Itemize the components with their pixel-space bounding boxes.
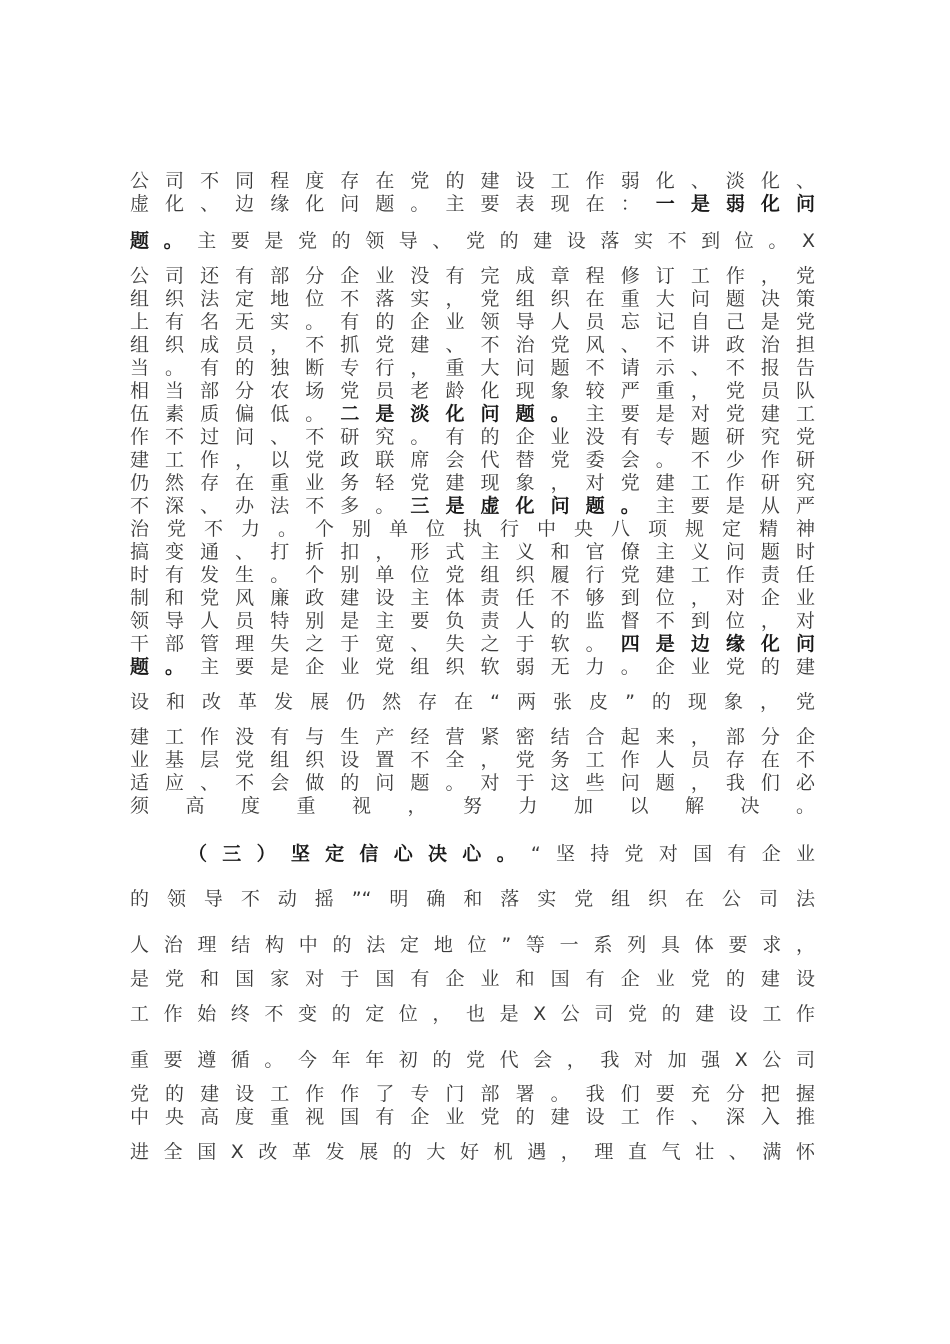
text-line: 的领导不动摇”“明确和落实党组织在公司法	[130, 888, 815, 910]
text-line: 组织成员，不抓党建、不治党风、不讲政治担	[130, 334, 815, 356]
text-line: 组织法定地位不落实，党组织在重大问题决策	[130, 288, 815, 310]
text-line: 重要遵循。今年年初的党代会，我对加强X公司	[130, 1049, 815, 1071]
text-line: 公司还有部分企业没有完成章程修订工作，党	[130, 265, 815, 287]
text-line: 伍素质偏低。二是淡化问题。主要是对党建工	[130, 403, 815, 425]
text-line: 是党和国家对于国有企业和国有企业党的建设	[130, 968, 815, 990]
text-line: 作不过问、不研究。有的企业没有专题研究党	[130, 426, 815, 448]
text-line: 进全国X改革发展的大好机遇，理直气壮、满怀	[130, 1141, 815, 1163]
text-line: 干部管理失之于宽、失之于软。四是边缘化问	[130, 633, 815, 655]
text-line: 上有名无实。有的企业领导人员忘记自己是党	[130, 311, 815, 333]
text-line: 领导人员特别是主要负责人的监督不到位，对	[130, 610, 815, 632]
text-line: 设和改革发展仍然存在“两张皮”的现象，党	[130, 691, 815, 713]
text-line: 业基层党组织设置不全，党务工作人员存在不	[130, 749, 815, 771]
text-line: 公司不同程度存在党的建设工作弱化、淡化、	[130, 170, 815, 192]
text-line: 中央高度重视国有企业党的建设工作、深入推	[130, 1106, 815, 1128]
text-line: 当。有的独断专行，重大问题不请示、不报告	[130, 357, 815, 379]
text-line: 相当部分农场党员老龄化现象较严重，党员队	[130, 380, 815, 402]
text-line: 适应、不会做的问题。对于这些问题，我们必	[130, 772, 815, 794]
text-line: 制和党风廉政建设主体责任不够到位，对企业	[130, 587, 815, 609]
text-line: 题。主要是企业党组织软弱无力。企业党的建	[130, 656, 815, 678]
text-line: 时有发生。个别单位党组织履行党建工作责任	[130, 564, 815, 586]
text-line: 人治理结构中的法定地位”等一系列具体要求，	[130, 934, 815, 956]
text-line: 题。主要是党的领导、党的建设落实不到位。X	[130, 230, 815, 252]
text-line: 治党不力。个别单位执行中央八项规定精神	[130, 518, 815, 540]
text-line: 不深、办法不多。三是虚化问题。主要是从严	[130, 495, 815, 517]
text-line: 仍然存在重业务轻党建现象，对党建工作研究	[130, 472, 815, 494]
text-line: 工作始终不变的定位，也是X公司党的建设工作	[130, 1003, 815, 1025]
text-line: 党的建设工作作了专门部署。我们要充分把握	[130, 1083, 815, 1105]
text-line: 建工作，以党政联席会代替党委会。不少作研	[130, 449, 815, 471]
text-line: 须高度重视，努力加以解决。	[130, 795, 815, 817]
text-line: 建工作没有与生产经营紧密结合起来，部分企	[130, 726, 815, 748]
text-line: 搞变通、打折扣，形式主义和官僚主义问题时	[130, 541, 815, 563]
text-line: 虚化、边缘化问题。主要表现在：一是弱化问	[130, 193, 815, 215]
section-heading-line: （三）坚定信心决心。“坚持党对国有企业	[188, 843, 815, 865]
